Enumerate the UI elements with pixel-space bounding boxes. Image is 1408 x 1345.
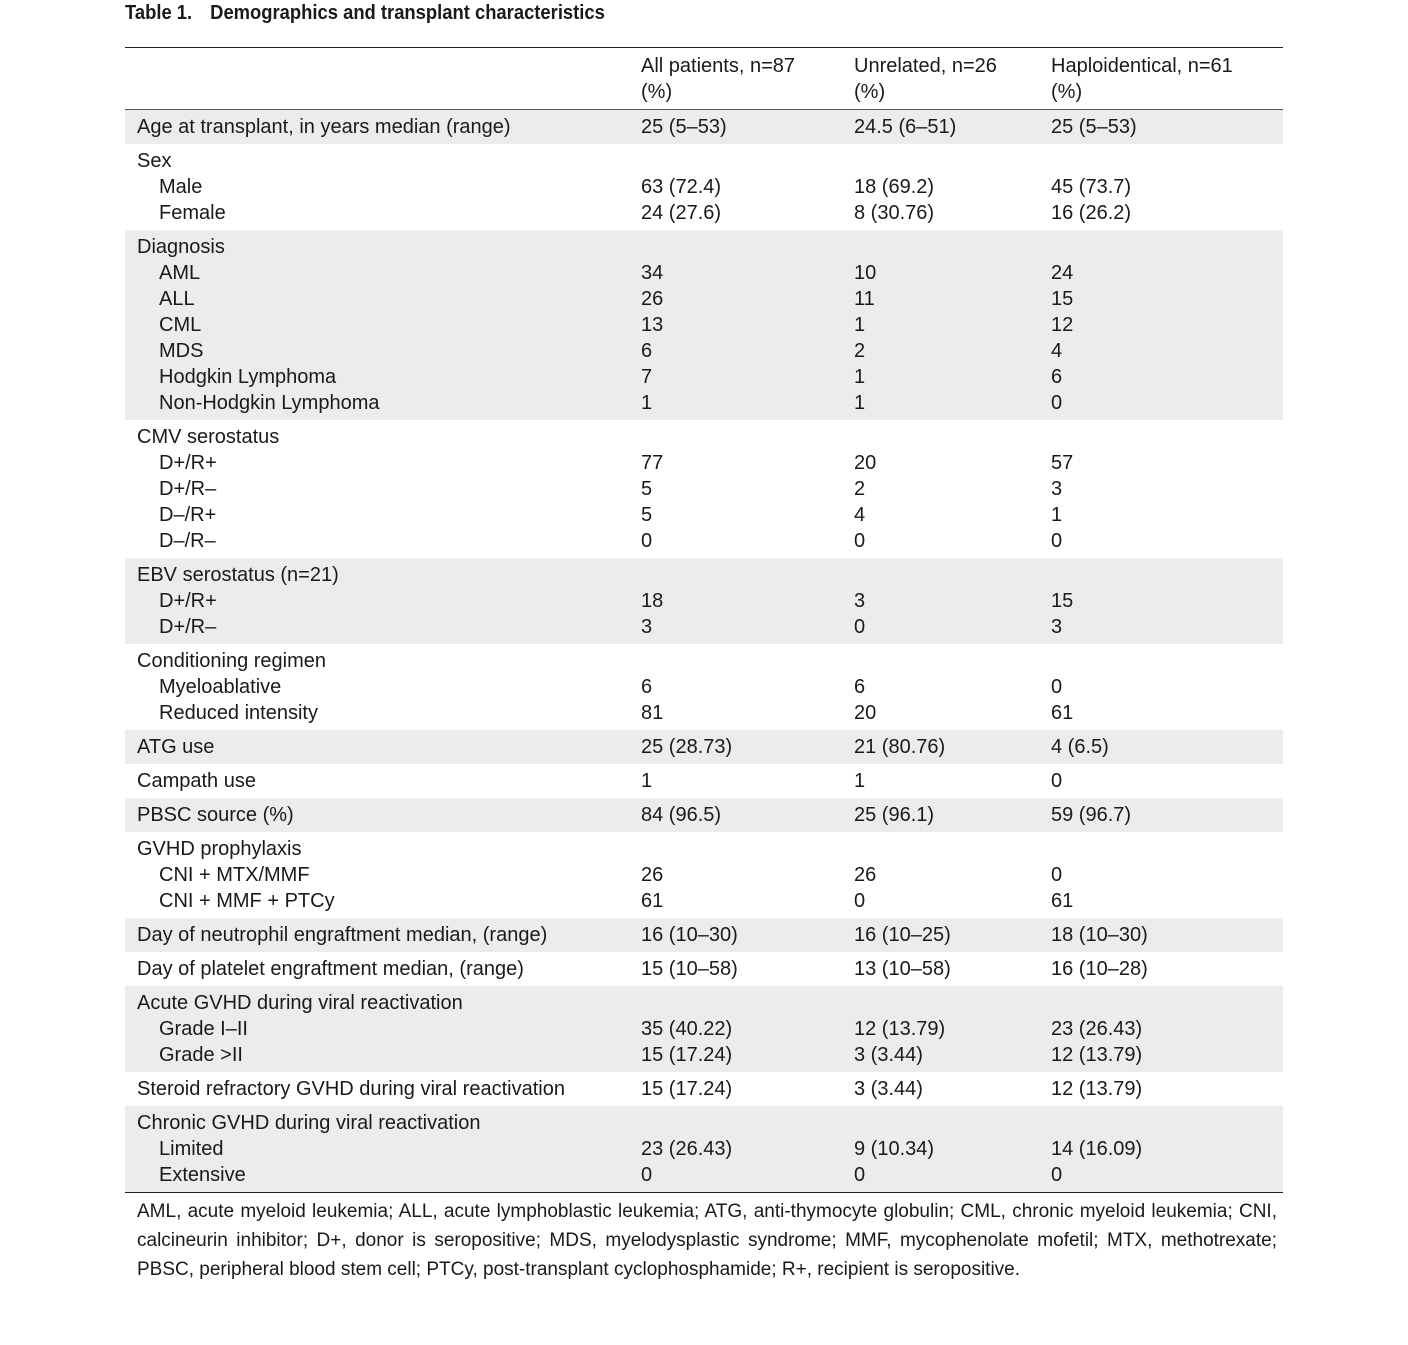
value-cell-haploidentical: [1039, 1072, 1283, 1106]
sub-row-value: 0: [854, 890, 866, 912]
table-row-group: [125, 110, 1283, 145]
group-value: 12 (13.79): [1051, 1078, 1143, 1100]
row-label-cell: [125, 558, 629, 644]
header-unrelated-sub: (%): [854, 81, 886, 103]
header-cell-label: [125, 48, 629, 110]
sub-row-label: D–/R+: [159, 504, 217, 526]
sub-row-label: Limited: [159, 1138, 224, 1160]
value-cell-all-patients: [629, 1072, 842, 1106]
sub-row-value: 3: [1051, 616, 1063, 638]
group-value: 15 (17.24): [641, 1078, 733, 1100]
sub-row-value: 6: [854, 676, 866, 698]
sub-row-value: 61: [641, 890, 664, 912]
sub-row-value: 1: [854, 366, 866, 388]
sub-row-value: 0: [1051, 1164, 1063, 1186]
group-value: 0: [1051, 770, 1063, 792]
sub-row-value: 11: [854, 288, 875, 310]
sub-row-value: 9 (10.34): [854, 1138, 935, 1160]
sub-row-value: 0: [854, 616, 866, 638]
header-all-patients-label: All patients, n=87: [641, 55, 795, 77]
group-value: [641, 234, 830, 260]
sub-row-value: 0: [1051, 864, 1063, 886]
sub-row-label: Female: [159, 202, 226, 224]
sub-row-label: ALL: [159, 288, 195, 310]
group-header: CMV serostatus: [137, 426, 280, 448]
group-value: [854, 562, 1027, 588]
value-cell-haploidentical: [1039, 558, 1283, 644]
row-label-cell: [125, 144, 629, 230]
value-cell-haploidentical: [1039, 420, 1283, 558]
sub-row-value: 13: [641, 314, 664, 336]
table-header: [125, 48, 1283, 110]
sub-row-value: 20: [854, 702, 877, 724]
sub-row-label: D+/R–: [159, 616, 217, 638]
table-body: [125, 110, 1283, 1193]
group-header: Acute GVHD during viral reactivation: [137, 992, 463, 1014]
group-header: Campath use: [137, 770, 256, 792]
sub-row-label: D+/R–: [159, 478, 217, 500]
value-cell-unrelated: [842, 764, 1039, 798]
sub-row-label: D+/R+: [159, 452, 217, 474]
header-cell-haploidentical: [1039, 48, 1283, 110]
row-label-cell: [125, 764, 629, 798]
sub-row-value: 77: [641, 452, 664, 474]
sub-row-value: 63 (72.4): [641, 176, 722, 198]
value-cell-unrelated: [842, 420, 1039, 558]
group-value: 25 (96.1): [854, 804, 935, 826]
sub-row-value: 20: [854, 452, 877, 474]
table-row-group: [125, 730, 1283, 764]
group-value: [854, 148, 1027, 174]
table-title: Demographics and transplant characteristics: [210, 2, 605, 24]
sub-row-value: 1: [854, 314, 866, 336]
value-cell-unrelated: [842, 986, 1039, 1072]
header-cell-unrelated: [842, 48, 1039, 110]
demographics-table-container: [125, 47, 1283, 1193]
sub-row-value: 26: [641, 288, 664, 310]
group-header: Age at transplant, in years median (range): [137, 116, 511, 138]
sub-row-label: Extensive: [159, 1164, 246, 1186]
group-value: [641, 1110, 830, 1136]
row-label-cell: [125, 1072, 629, 1106]
sub-row-value: 1: [854, 392, 866, 414]
header-cell-all-patients: [629, 48, 842, 110]
group-value: [1051, 424, 1271, 450]
group-value: [1051, 836, 1271, 862]
sub-row-label: Grade I–II: [159, 1018, 248, 1040]
group-value: [641, 562, 830, 588]
sub-row-value: 4: [1051, 340, 1063, 362]
group-value: [641, 648, 830, 674]
group-header: Day of neutrophil engraftment median, (range): [137, 924, 548, 946]
value-cell-unrelated: [842, 1106, 1039, 1193]
group-value: [854, 648, 1027, 674]
group-value: [1051, 562, 1271, 588]
group-value: 21 (80.76): [854, 736, 946, 758]
row-label-cell: [125, 644, 629, 730]
group-value: [641, 836, 830, 862]
value-cell-all-patients: [629, 644, 842, 730]
value-cell-all-patients: [629, 420, 842, 558]
table-row-group: [125, 144, 1283, 230]
demographics-table: [125, 47, 1283, 1193]
value-cell-haploidentical: [1039, 230, 1283, 420]
value-cell-unrelated: [842, 832, 1039, 918]
sub-row-value: 6: [641, 676, 653, 698]
group-header: Conditioning regimen: [137, 650, 327, 672]
group-value: [641, 990, 830, 1016]
row-label-cell: [125, 110, 629, 145]
group-value: 1: [854, 770, 866, 792]
value-cell-haploidentical: [1039, 798, 1283, 832]
row-label-cell: [125, 730, 629, 764]
value-cell-all-patients: [629, 952, 842, 986]
group-value: [641, 424, 830, 450]
sub-row-value: 12 (13.79): [854, 1018, 946, 1040]
table-row-group: [125, 832, 1283, 918]
sub-row-value: 23 (26.43): [1051, 1018, 1143, 1040]
group-header: EBV serostatus (n=21): [137, 564, 339, 586]
table-row-group: [125, 558, 1283, 644]
sub-row-value: 3: [1051, 478, 1063, 500]
table-row-group: [125, 918, 1283, 952]
group-header: Sex: [137, 150, 172, 172]
group-value: 25 (28.73): [641, 736, 733, 758]
row-label-cell: [125, 798, 629, 832]
group-value: 4 (6.5): [1051, 736, 1109, 758]
row-label-cell: [125, 832, 629, 918]
sub-row-value: 8 (30.76): [854, 202, 935, 224]
value-cell-haploidentical: [1039, 918, 1283, 952]
table-row-group: [125, 986, 1283, 1072]
sub-row-label: Hodgkin Lymphoma: [159, 366, 337, 388]
sub-row-value: 57: [1051, 452, 1074, 474]
row-label-cell: [125, 420, 629, 558]
value-cell-haploidentical: [1039, 730, 1283, 764]
value-cell-haploidentical: [1039, 110, 1283, 145]
row-label-cell: [125, 1106, 629, 1193]
sub-row-value: 35 (40.22): [641, 1018, 733, 1040]
sub-row-value: 34: [641, 262, 664, 284]
sub-row-value: 3 (3.44): [854, 1044, 923, 1066]
sub-row-value: 10: [854, 262, 877, 284]
sub-row-value: 0: [1051, 392, 1063, 414]
value-cell-all-patients: [629, 144, 842, 230]
value-cell-haploidentical: [1039, 832, 1283, 918]
value-cell-unrelated: [842, 110, 1039, 145]
group-value: 16 (10–25): [854, 924, 951, 946]
row-label-cell: [125, 918, 629, 952]
value-cell-all-patients: [629, 798, 842, 832]
sub-row-value: 5: [641, 478, 653, 500]
header-haploidentical-label: Haploidentical, n=61: [1051, 55, 1233, 77]
table-row-group: [125, 1072, 1283, 1106]
group-header: Diagnosis: [137, 236, 225, 258]
header-unrelated-label: Unrelated, n=26: [854, 55, 997, 77]
table-row-group: [125, 420, 1283, 558]
value-cell-unrelated: [842, 952, 1039, 986]
table-footnote: AML, acute myeloid leukemia; ALL, acute lymphoblastic leukemia; ATG, anti-thymocyte globulin; CML, chronic myeloid leukemia; CNI, calcineurin inhibitor; D+, donor is seropositive; MDS, myelodysplastic syndrome; MMF, mycophenolate mofetil; MTX, methotrexate; PBSC, peripheral blood stem cell; PTCy, post-transplant cyclophosphamide; R+, recipient is seropositive.: [137, 1201, 1277, 1280]
sub-row-value: 7: [641, 366, 653, 388]
value-cell-haploidentical: [1039, 764, 1283, 798]
sub-row-label: Myeloablative: [159, 676, 282, 698]
group-header: PBSC source (%): [137, 804, 294, 826]
value-cell-all-patients: [629, 918, 842, 952]
group-value: 59 (96.7): [1051, 804, 1132, 826]
sub-row-value: 15 (17.24): [641, 1044, 733, 1066]
sub-row-label: CNI + MTX/MMF: [159, 864, 310, 886]
group-value: [854, 836, 1027, 862]
value-cell-haploidentical: [1039, 986, 1283, 1072]
table-row-group: [125, 644, 1283, 730]
sub-row-value: 24: [1051, 262, 1074, 284]
value-cell-all-patients: [629, 730, 842, 764]
value-cell-unrelated: [842, 918, 1039, 952]
sub-row-label: MDS: [159, 340, 204, 362]
table-row-group: [125, 798, 1283, 832]
sub-row-value: 26: [854, 864, 877, 886]
value-cell-all-patients: [629, 764, 842, 798]
group-value: [1051, 990, 1271, 1016]
sub-row-value: 0: [641, 1164, 653, 1186]
group-header: Steroid refractory GVHD during viral reactivation: [137, 1078, 565, 1100]
group-value: 16 (10–30): [641, 924, 738, 946]
group-value: [854, 424, 1027, 450]
sub-row-value: 16 (26.2): [1051, 202, 1132, 224]
group-header: ATG use: [137, 736, 215, 758]
sub-row-value: 81: [641, 702, 664, 724]
sub-row-label: AML: [159, 262, 201, 284]
header-all-patients-sub: (%): [641, 81, 673, 103]
sub-row-value: 15: [1051, 288, 1074, 310]
sub-row-value: 6: [641, 340, 653, 362]
group-value: 18 (10–30): [1051, 924, 1148, 946]
value-cell-unrelated: [842, 644, 1039, 730]
sub-row-value: 3: [854, 590, 866, 612]
value-cell-all-patients: [629, 558, 842, 644]
group-value: [1051, 234, 1271, 260]
sub-row-value: 4: [854, 504, 866, 526]
sub-row-label: D+/R+: [159, 590, 217, 612]
sub-row-label: Non-Hodgkin Lymphoma: [159, 392, 380, 414]
table-row-group: [125, 230, 1283, 420]
sub-row-label: Male: [159, 176, 203, 198]
sub-row-value: 14 (16.09): [1051, 1138, 1143, 1160]
sub-row-value: 2: [854, 340, 866, 362]
sub-row-value: 5: [641, 504, 653, 526]
group-value: 84 (96.5): [641, 804, 722, 826]
group-value: 13 (10–58): [854, 958, 951, 980]
sub-row-value: 1: [641, 392, 653, 414]
group-value: [1051, 148, 1271, 174]
group-value: [1051, 648, 1271, 674]
sub-row-value: 0: [854, 1164, 866, 1186]
group-value: 24.5 (6–51): [854, 116, 957, 138]
sub-row-label: Grade >II: [159, 1044, 243, 1066]
value-cell-all-patients: [629, 832, 842, 918]
sub-row-value: 6: [1051, 366, 1063, 388]
sub-row-value: 15: [1051, 590, 1074, 612]
group-header: GVHD prophylaxis: [137, 838, 302, 860]
table-row-group: [125, 952, 1283, 986]
group-value: 25 (5–53): [1051, 116, 1137, 138]
sub-row-label: CNI + MMF + PTCy: [159, 890, 335, 912]
sub-row-value: 18: [641, 590, 664, 612]
value-cell-haploidentical: [1039, 1106, 1283, 1193]
value-cell-unrelated: [842, 730, 1039, 764]
sub-row-value: 3: [641, 616, 653, 638]
sub-row-value: 0: [1051, 676, 1063, 698]
sub-row-label: Reduced intensity: [159, 702, 318, 724]
group-value: [1051, 1110, 1271, 1136]
value-cell-unrelated: [842, 1072, 1039, 1106]
sub-row-value: 2: [854, 478, 866, 500]
sub-row-label: D–/R–: [159, 530, 216, 552]
row-label-cell: [125, 986, 629, 1072]
sub-row-value: 26: [641, 864, 664, 886]
table-number: Table 1.: [125, 2, 193, 24]
group-value: 1: [641, 770, 653, 792]
value-cell-haploidentical: [1039, 144, 1283, 230]
group-header: Chronic GVHD during viral reactivation: [137, 1112, 481, 1134]
sub-row-value: 24 (27.6): [641, 202, 722, 224]
table-caption: [125, 2, 605, 25]
group-header: Day of platelet engraftment median, (range): [137, 958, 524, 980]
value-cell-all-patients: [629, 1106, 842, 1193]
group-value: [854, 234, 1027, 260]
sub-row-value: 1: [1051, 504, 1063, 526]
value-cell-unrelated: [842, 558, 1039, 644]
group-value: 3 (3.44): [854, 1078, 923, 1100]
value-cell-unrelated: [842, 798, 1039, 832]
group-value: [854, 1110, 1027, 1136]
value-cell-unrelated: [842, 230, 1039, 420]
table-row-group: [125, 764, 1283, 798]
sub-row-value: 45 (73.7): [1051, 176, 1132, 198]
row-label-cell: [125, 230, 629, 420]
sub-row-value: 12: [1051, 314, 1074, 336]
sub-row-value: 12 (13.79): [1051, 1044, 1143, 1066]
row-label-cell: [125, 952, 629, 986]
group-value: 25 (5–53): [641, 116, 727, 138]
sub-row-value: 0: [641, 530, 653, 552]
sub-row-value: 18 (69.2): [854, 176, 935, 198]
group-value: [854, 990, 1027, 1016]
header-haploidentical-sub: (%): [1051, 81, 1083, 103]
sub-row-value: 61: [1051, 890, 1074, 912]
value-cell-unrelated: [842, 144, 1039, 230]
value-cell-all-patients: [629, 986, 842, 1072]
sub-row-value: 61: [1051, 702, 1074, 724]
sub-row-label: CML: [159, 314, 202, 336]
sub-row-value: 0: [854, 530, 866, 552]
group-value: 15 (10–58): [641, 958, 738, 980]
value-cell-haploidentical: [1039, 952, 1283, 986]
group-value: [641, 148, 830, 174]
sub-row-value: 23 (26.43): [641, 1138, 733, 1160]
header-row: [125, 48, 1283, 110]
table-row-group: [125, 1106, 1283, 1193]
value-cell-all-patients: [629, 230, 842, 420]
sub-row-value: 0: [1051, 530, 1063, 552]
value-cell-haploidentical: [1039, 644, 1283, 730]
value-cell-all-patients: [629, 110, 842, 145]
group-value: 16 (10–28): [1051, 958, 1148, 980]
